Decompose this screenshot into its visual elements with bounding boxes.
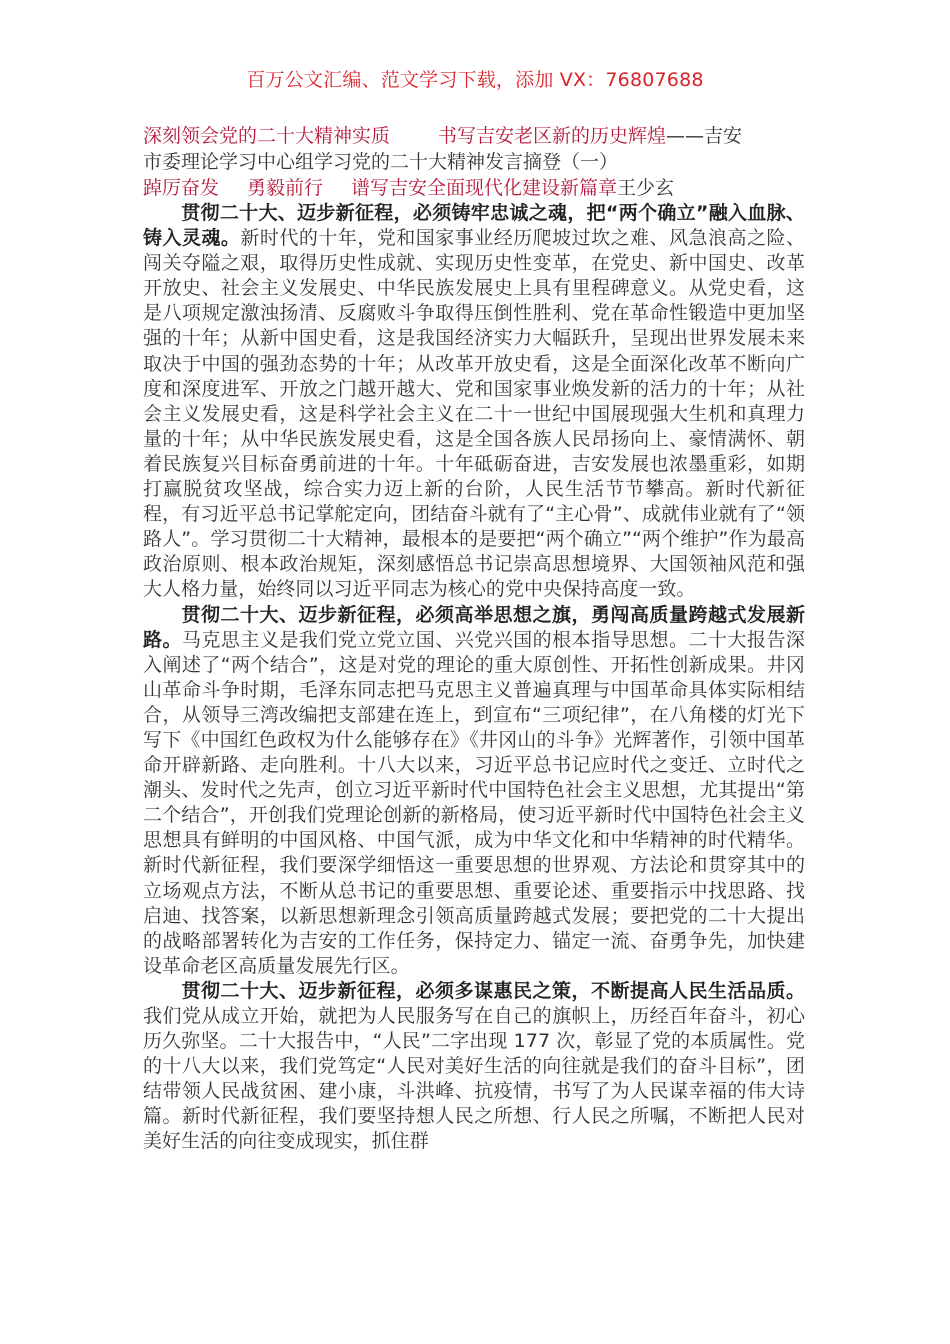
download-banner: 百万公文汇编、范文学习下载，添加 VX：76807688 [246,69,704,91]
article-subtitle [143,175,805,201]
paragraph-2-lead: 贯彻二十大、迈步新征程，必须高举思想之旗，勇闯高质量跨越式发展新路。 [143,603,805,651]
article-title-line-1 [143,123,805,149]
paragraph-2 [143,603,805,979]
subtitle-part-3: 谱写吉安全面现代化建设新篇章 [351,177,618,199]
title-dash-suffix: ——吉安 [666,125,743,147]
paragraph-1 [143,201,805,603]
paragraph-1-lead: 贯彻二十大、迈步新征程，必须铸牢忠诚之魂，把“两个确立”融入血脉、铸入灵魂。 [143,202,805,250]
paragraph-2-body: 马克思主义是我们党立党立国、兴党兴国的根本指导思想。二十大报告深入阐述了“两个结合”，这是对党的理论的重大原创性、开拓性创新成果。井冈山革命斗争时期，毛泽东同志把马克思主义普遍真理与中国革命具体实际相结合，从领导三湾改编把支部建在连上，到宣布“三项纪律”，在八角楼的灯光下写下《中国红色政权为什么能够存在》《井冈山的斗争》光辉著作，引领中国革命开辟新路、走向胜利。十八大以来，习近平总书记应时代之变迁、立时代之潮头、发时代之先声，创立习近平新时代中国特色社会主义思想，尤其提出“第二个结合”，开创我们党理论创新的新格局，使习近平新时代中国特色社会主义思想具有鲜明的中国风格、中国气派，成为中华文化和中华精神的时代精华。新时代新征程，我们要深学细悟这一重要思想的世界观、方法论和贯穿其中的立场观点方法，不断从总书记的重要思想、重要论述、重要指示中找思路、找启迪、找答案，以新思想新理念引领高质量跨越式发展；要把党的二十大提出的战略部署转化为吉安的工作任务，保持定力、锚定一流、奋勇争先，加快建设革命老区高质量发展先行区。 [143,628,805,977]
paragraph-1-body: 新时代的十年，党和国家事业经历爬坡过坎之难、风急浪高之险、闯关夺隘之艰，取得历史性成就、实现历史性变革，在党史、新中国史、改革开放史、社会主义发展史、中华民族发展史上具有里程碑意义。从党史看，这是八项规定激浊扬清、反腐败斗争取得压倒性胜利、党在革命性锻造中更加坚强的十年；从新中国史看，这是我国经济实力大幅跃升，呈现出世界发展未来取决于中国的强劲态势的十年；从改革开放史看，这是全面深化改革不断向广度和深度进军、开放之门越开越大、党和国家事业焕发新的活力的十年；从社会主义发展史看，这是科学社会主义在二十一世纪中国展现强大生机和真理力量的十年；从中华民族发展史看，这是全国各族人民昂扬向上、豪情满怀、朝着民族复兴目标奋勇前进的十年。十年砥砺奋进，吉安发展也浓墨重彩，如期打赢脱贫攻坚战，综合实力迈上新的台阶，人民生活节节攀高。新时代新征程，有习近平总书记掌舵定向，团结奋斗就有了“主心骨”、成就伟业就有了“领路人”。学习贯彻二十大精神，最根本的是要把“两个确立”“两个维护”作为最高政治原则、根本政治规矩，深刻感悟总书记崇高思想境界、大国领袖风范和强大人格力量，始终同以习近平同志为核心的党中央保持高度一致。 [143,227,805,601]
subtitle-part-1: 踔厉奋发 [143,177,220,199]
author-name: 王少玄 [617,177,675,199]
paragraph-3 [143,979,805,1155]
subtitle-part-2: 勇毅前行 [247,177,324,199]
title-part-1: 深刻领会党的二十大精神实质 [143,125,391,147]
paragraph-3-body: 我们党从成立开始，就把为人民服务写在自己的旗帜上，历经百年奋斗，初心历久弥坚。二十大报告中，“人民”二字出现 177 次，彰显了党的本质属性。党的十八大以来，我们党笃定“人民对美好生活的向往就是我们的奋斗目标”，团结带领人民战贫困、建小康，斗洪峰、抗疫情，书写了为人民谋幸福的伟大诗篇。新时代新征程，我们要坚持想人民之所想、行人民之所嘱，不断把人民对美好生活的向往变成现实，抓住群 [143,1005,805,1153]
title-part-2: 书写吉安老区新的历史辉煌 [438,125,667,147]
paragraph-3-lead: 贯彻二十大、迈步新征程，必须多谋惠民之策，不断提高人民生活品质。 [181,979,805,1002]
article-body [143,123,805,1155]
article-title-line-2: 市委理论学习中心组学习党的二十大精神发言摘登（一） [143,151,619,173]
